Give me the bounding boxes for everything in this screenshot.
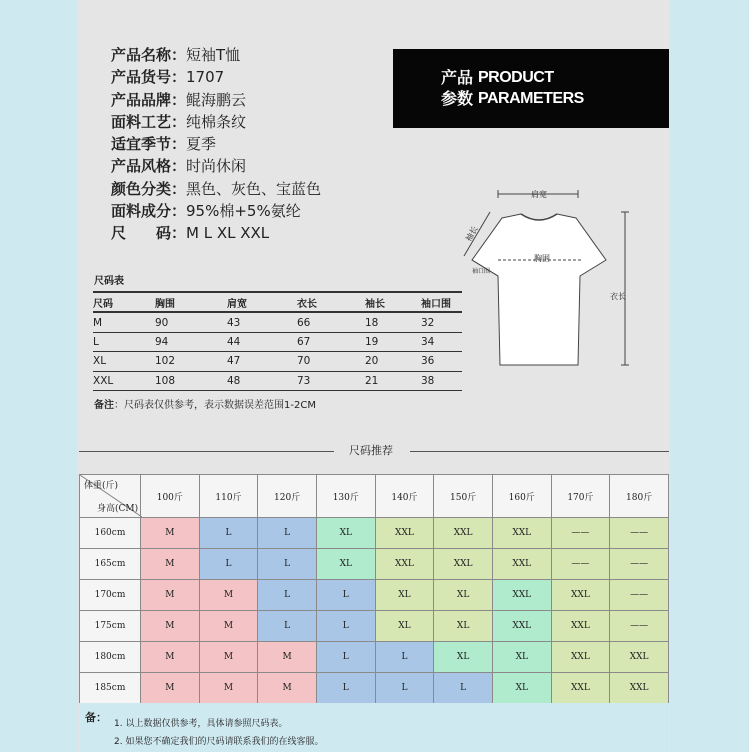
product-info bbox=[111, 44, 321, 245]
size-recommendation-cell: M bbox=[199, 580, 258, 611]
size-cell: L bbox=[93, 335, 99, 348]
size-row bbox=[93, 332, 462, 351]
size-recommendation-cell: XXL bbox=[551, 580, 610, 611]
info-label: 面料成分： bbox=[111, 202, 187, 221]
info-value: 95%棉+5%氨纶 bbox=[186, 202, 301, 221]
size-recommendation-cell: M bbox=[141, 673, 200, 704]
weight-header: 120斤 bbox=[258, 475, 317, 518]
note-label: 备注 bbox=[94, 400, 114, 411]
info-label: 颜色分类： bbox=[111, 179, 187, 198]
size-header: 尺码 bbox=[93, 298, 113, 310]
note-line-1: 1. 以上数据仅供参考，具体请参照尺码表。 bbox=[114, 719, 288, 729]
size-row bbox=[93, 352, 462, 371]
size-cell: 18 bbox=[365, 316, 379, 329]
badge-zh-line2: 参数 bbox=[441, 89, 474, 108]
size-recommendation-cell: M bbox=[199, 642, 258, 673]
size-recommendation-cell: L bbox=[316, 580, 375, 611]
badge-en-line2: PARAMETERS bbox=[478, 90, 584, 107]
info-value: 1707 bbox=[186, 68, 225, 87]
size-cell: 94 bbox=[155, 335, 169, 348]
height-cell: 185cm bbox=[80, 673, 141, 704]
recommend-table bbox=[79, 474, 669, 704]
info-row bbox=[111, 222, 321, 244]
weight-header: 180斤 bbox=[610, 475, 669, 518]
size-cell: 43 bbox=[227, 316, 241, 329]
recommend-row bbox=[80, 642, 669, 673]
size-recommendation-cell: M bbox=[199, 611, 258, 642]
size-recommendation-cell: XL bbox=[316, 549, 375, 580]
size-recommendation-cell: L bbox=[199, 549, 258, 580]
size-recommendation-cell: XL bbox=[434, 580, 493, 611]
info-value: 短袖T恤 bbox=[186, 46, 241, 64]
size-table-note bbox=[94, 396, 316, 411]
size-cell: 90 bbox=[155, 316, 169, 329]
size-header: 肩宽 bbox=[227, 298, 247, 310]
size-header: 衣长 bbox=[297, 298, 317, 310]
tshirt-diagram bbox=[458, 180, 658, 380]
size-recommendation-cell: XL bbox=[492, 673, 551, 704]
size-header: 袖长 bbox=[365, 298, 385, 310]
size-cell: 108 bbox=[155, 374, 176, 387]
product-parameters-badge bbox=[393, 49, 669, 128]
recommend-row bbox=[80, 518, 669, 549]
note-line-2: 2. 如果您不确定我们的尺码请联系我们的在线客服。 bbox=[114, 737, 324, 747]
size-recommendation-cell: L bbox=[316, 673, 375, 704]
size-cell: 67 bbox=[297, 335, 311, 348]
badge-zh-line1: 产品 bbox=[441, 68, 474, 87]
info-row bbox=[111, 66, 321, 88]
info-label: 尺 码： bbox=[111, 224, 187, 243]
info-value: M L XL XXL bbox=[186, 224, 270, 243]
info-label: 适宜季节： bbox=[111, 135, 187, 154]
size-cell: 19 bbox=[365, 335, 379, 348]
label-length: 衣长 bbox=[610, 292, 626, 301]
size-recommendation-cell: XXL bbox=[610, 642, 669, 673]
info-value: 时尚休闲 bbox=[186, 157, 247, 176]
info-label: 产品名称： bbox=[111, 46, 187, 64]
size-recommendation-cell: L bbox=[434, 673, 493, 704]
size-recommendation-cell: —— bbox=[551, 518, 610, 549]
size-row bbox=[93, 371, 462, 390]
height-cell: 160cm bbox=[80, 518, 141, 549]
size-recommendation-cell: M bbox=[141, 611, 200, 642]
size-cell: 34 bbox=[421, 335, 435, 348]
size-recommendation-cell: XXL bbox=[551, 611, 610, 642]
label-sleeve: 袖长 bbox=[463, 224, 480, 243]
size-recommendation-cell: XL bbox=[434, 642, 493, 673]
corner-weight: 体重(斤) bbox=[84, 481, 119, 491]
size-recommendation-cell: M bbox=[258, 673, 317, 704]
size-recommendation-cell: XL bbox=[375, 611, 434, 642]
size-cell: 44 bbox=[227, 335, 241, 348]
size-recommendation-cell: XXL bbox=[551, 673, 610, 704]
badge-en-line1: PRODUCT bbox=[478, 69, 554, 86]
info-label: 产品风格： bbox=[111, 157, 187, 176]
size-recommendation-cell: XXL bbox=[492, 518, 551, 549]
size-cell: 102 bbox=[155, 355, 176, 368]
size-recommendation-cell: —— bbox=[610, 611, 669, 642]
size-recommendation-cell: XXL bbox=[375, 518, 434, 549]
info-value: 鲲海鹏云 bbox=[186, 90, 247, 109]
info-value: 黑色、灰色、宝蓝色 bbox=[186, 179, 322, 198]
recommend-row bbox=[80, 580, 669, 611]
size-recommendation-cell: —— bbox=[551, 549, 610, 580]
weight-header: 170斤 bbox=[551, 475, 610, 518]
size-recommendation-cell: XXL bbox=[610, 673, 669, 704]
notes-label: 备： bbox=[85, 711, 107, 724]
recommend-title: 尺码推荐 bbox=[349, 444, 393, 457]
size-recommendation-cell: L bbox=[316, 642, 375, 673]
info-row bbox=[111, 111, 321, 133]
size-cell: 20 bbox=[365, 355, 379, 368]
size-recommendation-cell: L bbox=[258, 580, 317, 611]
size-cell: 48 bbox=[227, 374, 241, 387]
size-cell: XXL bbox=[93, 374, 114, 387]
size-recommendation-cell: —— bbox=[610, 580, 669, 611]
info-row bbox=[111, 200, 321, 222]
size-recommendation-cell: M bbox=[141, 642, 200, 673]
size-cell: 70 bbox=[297, 355, 311, 368]
size-recommendation-cell: L bbox=[199, 518, 258, 549]
size-recommendation-cell: L bbox=[316, 611, 375, 642]
info-row bbox=[111, 44, 321, 66]
size-cell: M bbox=[93, 316, 103, 329]
size-recommendation-cell: —— bbox=[610, 518, 669, 549]
recommend-row bbox=[80, 549, 669, 580]
size-recommendation-cell: XXL bbox=[375, 549, 434, 580]
label-cuff: 袖口围 bbox=[472, 268, 491, 275]
size-recommendation-cell: L bbox=[258, 611, 317, 642]
info-row bbox=[111, 133, 321, 155]
weight-header: 150斤 bbox=[434, 475, 493, 518]
size-cell: 32 bbox=[421, 316, 435, 329]
weight-header: 160斤 bbox=[492, 475, 551, 518]
info-row bbox=[111, 155, 321, 177]
note-text: ：尺码表仅供参考，表示数据误差范围1-2CM bbox=[114, 400, 316, 411]
size-cell: 73 bbox=[297, 374, 311, 387]
corner-cell bbox=[80, 475, 141, 518]
height-cell: 175cm bbox=[80, 611, 141, 642]
size-recommendation-cell: M bbox=[141, 580, 200, 611]
info-label: 产品品牌： bbox=[111, 90, 187, 109]
size-table bbox=[93, 291, 462, 391]
size-row bbox=[93, 312, 462, 332]
size-recommendation-cell: M bbox=[141, 549, 200, 580]
size-recommendation-cell: XXL bbox=[492, 549, 551, 580]
size-cell: 36 bbox=[421, 355, 435, 368]
size-recommendation-cell: XXL bbox=[551, 642, 610, 673]
size-recommendation-cell: M bbox=[141, 518, 200, 549]
info-row bbox=[111, 178, 321, 200]
size-recommendation-cell: —— bbox=[610, 549, 669, 580]
size-cell: 21 bbox=[365, 374, 379, 387]
weight-header: 100斤 bbox=[141, 475, 200, 518]
size-recommendation-cell: L bbox=[258, 518, 317, 549]
size-recommendation-cell: XL bbox=[375, 580, 434, 611]
label-chest: 胸围 bbox=[534, 254, 550, 263]
info-value: 纯棉条纹 bbox=[186, 112, 247, 131]
info-value: 夏季 bbox=[186, 135, 217, 154]
size-recommendation-cell: XXL bbox=[434, 549, 493, 580]
size-recommendation-cell: L bbox=[258, 549, 317, 580]
divider-right bbox=[410, 451, 669, 452]
size-table-title: 尺码表 bbox=[94, 276, 124, 287]
size-cell: 38 bbox=[421, 374, 435, 387]
size-recommendation-cell: M bbox=[258, 642, 317, 673]
info-label: 面料工艺： bbox=[111, 112, 187, 131]
recommend-row bbox=[80, 673, 669, 704]
recommend-row bbox=[80, 611, 669, 642]
weight-header: 140斤 bbox=[375, 475, 434, 518]
weight-header: 130斤 bbox=[316, 475, 375, 518]
size-cell: 66 bbox=[297, 316, 311, 329]
size-recommendation-cell: L bbox=[375, 673, 434, 704]
size-recommendation-cell: XL bbox=[492, 642, 551, 673]
height-cell: 180cm bbox=[80, 642, 141, 673]
size-recommendation-cell: XXL bbox=[492, 580, 551, 611]
badge-en bbox=[478, 67, 584, 109]
label-shoulder: 肩宽 bbox=[531, 190, 547, 199]
size-recommendation-cell: XXL bbox=[434, 518, 493, 549]
size-recommendation-cell: XXL bbox=[492, 611, 551, 642]
divider-left bbox=[79, 451, 334, 452]
size-header: 袖口围 bbox=[421, 298, 451, 310]
tshirt-outline bbox=[472, 214, 606, 365]
size-recommendation-cell: XL bbox=[316, 518, 375, 549]
weight-header: 110斤 bbox=[199, 475, 258, 518]
notes-box bbox=[79, 703, 669, 752]
size-recommendation-cell: XL bbox=[434, 611, 493, 642]
info-label: 产品货号： bbox=[111, 68, 187, 87]
height-cell: 165cm bbox=[80, 549, 141, 580]
info-row bbox=[111, 89, 321, 111]
size-header: 胸围 bbox=[155, 298, 175, 310]
size-recommendation-cell: L bbox=[375, 642, 434, 673]
corner-height: 身高(CM) bbox=[97, 504, 139, 514]
size-recommendation-cell: M bbox=[199, 673, 258, 704]
size-cell: 47 bbox=[227, 355, 241, 368]
height-cell: 170cm bbox=[80, 580, 141, 611]
size-cell: XL bbox=[93, 355, 107, 368]
badge-zh bbox=[441, 67, 475, 109]
